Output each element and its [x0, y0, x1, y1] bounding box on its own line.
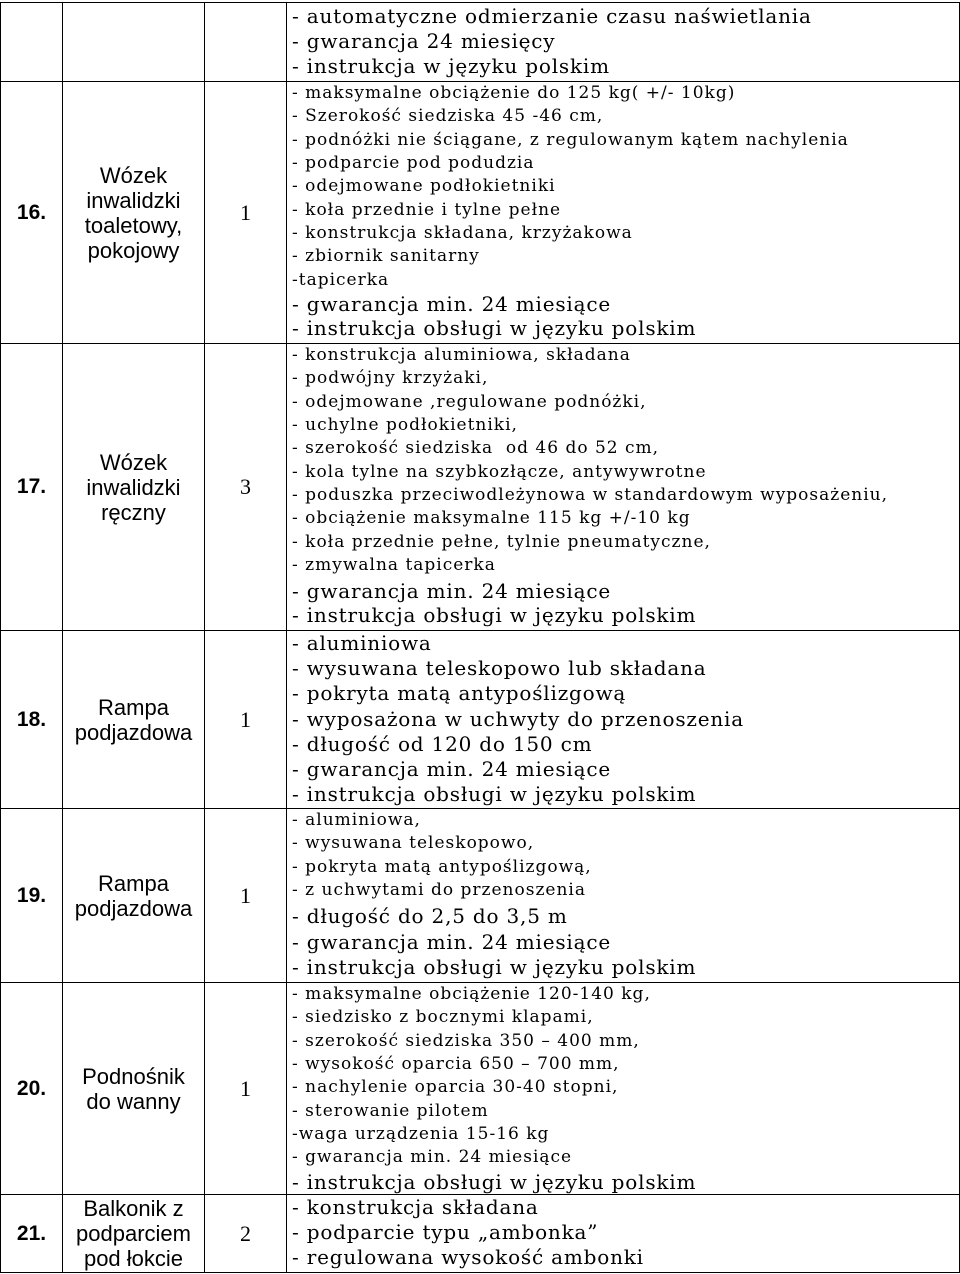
item-name-line: Rampa — [98, 870, 169, 896]
spec-line: - długość do 2,5 do 3,5 m — [292, 904, 568, 929]
spec-line: - siedzisko z bocznymi klapami, — [292, 1007, 594, 1028]
item-name-line: podjazdowa — [74, 895, 193, 921]
item-name-line: Rampa — [98, 694, 169, 720]
item-name — [63, 344, 205, 631]
table-row — [1, 809, 960, 983]
spec-line: - instrukcja obsługi w języku polskim — [292, 954, 697, 979]
item-name-line: Wózek — [99, 162, 168, 188]
table-row — [1, 82, 960, 344]
item-quantity: 1 — [205, 809, 287, 983]
specification-cell — [287, 809, 960, 983]
item-name — [63, 82, 205, 344]
item-name — [63, 631, 205, 809]
table-row — [1, 631, 960, 809]
item-name-line: pokojowy — [87, 237, 180, 263]
item-name-line: do wanny — [86, 1088, 181, 1114]
spec-line: - zbiornik sanitarny — [292, 246, 480, 267]
specification-cell — [287, 983, 960, 1195]
spec-line: - gwarancja 24 miesięcy — [292, 29, 556, 54]
spec-line: - wysokość oparcia 650 – 700 mm, — [292, 1054, 620, 1075]
item-quantity: 2 — [205, 1195, 287, 1273]
table-row — [1, 983, 960, 1195]
spec-line: - uchylne podłokietniki, — [292, 415, 518, 436]
spec-line: - konstrukcja składana — [292, 1195, 539, 1219]
spec-line: - koła przednie pełne, tylnie pneumatyczne, — [292, 531, 711, 552]
spec-line: - podwójny krzyżaki, — [292, 368, 489, 389]
item-name — [63, 809, 205, 983]
table-row — [1, 3, 960, 82]
spec-line: - obciążenie maksymalne 115 kg +/-10 kg — [292, 508, 691, 529]
spec-line: - instrukcja w języku polskim — [292, 54, 610, 79]
spec-line: - instrukcja obsługi w języku polskim — [292, 1169, 697, 1194]
spec-line: - zmywalna tapicerka — [292, 555, 496, 576]
spec-line: - pokryta matą antypoślizgową, — [292, 856, 592, 877]
spec-line: - wyposażona w uchwyty do przenoszenia — [292, 706, 744, 731]
specification-cell — [287, 3, 960, 82]
spec-line: - odejmowane ,regulowane podnóżki, — [292, 391, 647, 412]
item-name — [63, 1195, 205, 1273]
item-quantity: 1 — [205, 82, 287, 344]
spec-line: - instrukcja obsługi w języku polskim — [292, 316, 697, 341]
spec-line: - instrukcja obsługi w języku polskim — [292, 782, 697, 807]
item-name-line: podjazdowa — [74, 719, 193, 745]
specification-table — [0, 2, 960, 1273]
spec-line: - kola tylne na szybkozłącze, antywywrotne — [292, 461, 707, 482]
spec-line: - podnóżki nie ściągane, z regulowanym kątem nachylenia — [292, 129, 849, 150]
item-name-line: Balkonik z — [83, 1196, 184, 1221]
spec-line: - koła przednie i tylne pełne — [292, 199, 562, 220]
spec-line: - gwarancja min. 24 miesiące — [292, 757, 611, 782]
spec-line: - podparcie pod podudzia — [292, 153, 535, 174]
spec-line: - maksymalne obciążenie do 125 kg( +/- 10kg) — [292, 83, 736, 103]
item-number: 20. — [1, 983, 63, 1195]
specification-cell — [287, 631, 960, 809]
spec-line: - szerokość siedziska 350 – 400 mm, — [292, 1030, 640, 1051]
table-row — [1, 1195, 960, 1273]
spec-line: - poduszka przeciwodleżynowa w standardowym wyposażeniu, — [292, 485, 889, 506]
spec-line: - instrukcja obsługi w języku polskim — [292, 603, 697, 628]
spec-line: - gwarancja min. 24 miesiące — [292, 1147, 573, 1168]
item-number: 21. — [1, 1195, 63, 1273]
spec-line: - aluminiowa, — [292, 810, 421, 830]
spec-line: - podparcie typu „ambonka” — [292, 1220, 599, 1245]
spec-line: - odejmowane podłokietniki — [292, 176, 556, 197]
item-quantity: 3 — [205, 344, 287, 631]
empty-cell — [205, 3, 287, 82]
spec-line: - wysuwana teleskopowo lub składana — [292, 656, 707, 681]
spec-line: - wysuwana teleskopowo, — [292, 833, 535, 854]
spec-line: - automatyczne odmierzanie czasu naświetlania — [292, 4, 812, 28]
spec-line: - z uchwytami do przenoszenia — [292, 880, 587, 901]
item-name-line: podparciem — [76, 1221, 191, 1246]
specification-cell — [287, 82, 960, 344]
spec-line: - nachylenie oparcia 30-40 stopni, — [292, 1077, 619, 1098]
spec-line: - gwarancja min. 24 miesiące — [292, 579, 611, 604]
spec-line: - gwarancja min. 24 miesiące — [292, 929, 611, 954]
spec-line: - sterowanie pilotem — [292, 1100, 489, 1121]
item-number: 16. — [1, 82, 63, 344]
spec-line: - konstrukcja aluminiowa, składana — [292, 345, 631, 365]
spec-line: - Szerokość siedziska 45 -46 cm, — [292, 106, 604, 127]
spec-line: - pokryta matą antypoślizgową — [292, 681, 627, 706]
item-name-line: ręczny — [101, 499, 166, 525]
item-name-line: Wózek — [99, 449, 168, 475]
item-number: 18. — [1, 631, 63, 809]
item-number: 17. — [1, 344, 63, 631]
item-name-line: inwalidzki — [86, 474, 181, 500]
spec-line: - gwarancja min. 24 miesiące — [292, 292, 611, 317]
item-name-line: toaletowy, — [84, 212, 183, 238]
spec-line: - konstrukcja składana, krzyżakowa — [292, 223, 633, 244]
item-name-line: pod łokcie — [83, 1246, 184, 1271]
spec-line: - szerokość siedziska od 46 do 52 cm, — [292, 438, 660, 459]
spec-line: - długość od 120 do 150 cm — [292, 731, 593, 756]
spec-line: -tapicerka — [292, 269, 390, 290]
item-name-line: inwalidzki — [86, 187, 181, 213]
specification-cell — [287, 344, 960, 631]
spec-line: - maksymalne obciążenie 120-140 kg, — [292, 984, 651, 1004]
item-quantity: 1 — [205, 983, 287, 1195]
spec-line: - aluminiowa — [292, 631, 432, 655]
table-row — [1, 344, 960, 631]
empty-cell — [63, 3, 205, 82]
spec-line: -waga urządzenia 15-16 kg — [292, 1124, 550, 1145]
empty-cell — [1, 3, 63, 82]
specification-cell — [287, 1195, 960, 1273]
item-name-line: Podnośnik — [82, 1063, 185, 1089]
spec-line: - regulowana wysokość ambonki — [292, 1245, 644, 1270]
item-number: 19. — [1, 809, 63, 983]
item-quantity: 1 — [205, 631, 287, 809]
item-name — [63, 983, 205, 1195]
